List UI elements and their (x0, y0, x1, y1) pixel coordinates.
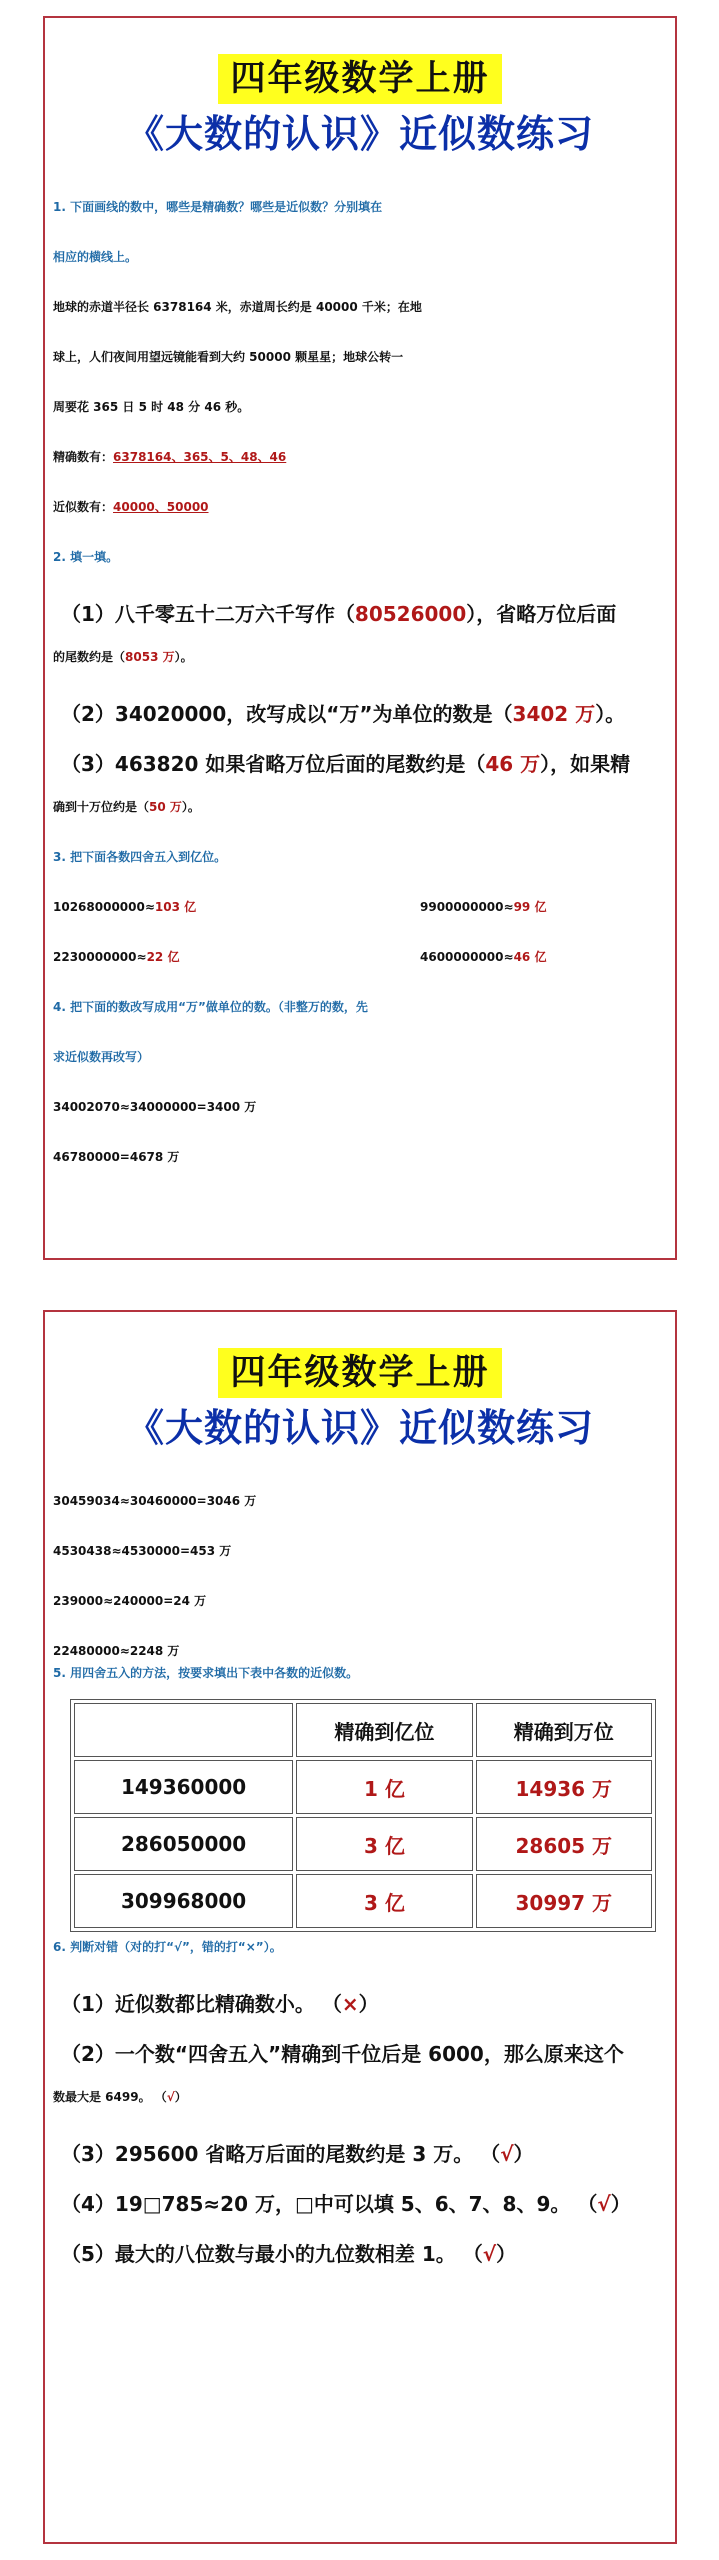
judge-mark: √ (500, 2142, 514, 2166)
table-row (74, 1874, 652, 1928)
q1-text-1: 地球的赤道半径长 6378164 米，赤道周长约是 40000 千米；在地 (53, 300, 422, 314)
table-cell-yi: 1 亿 (296, 1760, 472, 1814)
q3-answer: 46 亿 (513, 950, 547, 964)
judge-mark: √ (597, 2192, 611, 2216)
title-block (45, 18, 675, 162)
q4-item: 239000≈240000=24 万 (53, 1594, 207, 1608)
table-header-cell: 精确到亿位 (296, 1703, 472, 1757)
judge-item-3 (61, 2138, 667, 2167)
judge-item-2-line2 (53, 2088, 667, 2105)
q2c-line1 (61, 748, 667, 777)
approximation-table (70, 1699, 656, 1932)
table-header-row (74, 1703, 652, 1757)
q5-heading: 5. 用四舍五入的方法，按要求填出下表中各数的近似数。 (53, 1666, 359, 1680)
q2a-text: ）。 (174, 650, 193, 664)
judge-text: ） (496, 2242, 517, 2266)
q2a-line1 (61, 598, 667, 627)
q2b-text: ）。 (595, 702, 626, 726)
q3-answer: 99 亿 (513, 900, 547, 914)
q3-row-1 (53, 898, 667, 915)
table-cell-number: 286050000 (74, 1817, 293, 1871)
judge-text: ） (174, 2090, 187, 2104)
q3-expr: 2230000000≈ (53, 950, 147, 964)
table-cell-yi: 3 亿 (296, 1874, 472, 1928)
table-cell-number: 309968000 (74, 1874, 293, 1928)
worksheet-page-1 (43, 16, 677, 1260)
q2a-answer-2: 8053 万 (125, 650, 175, 664)
q2a-text: 的尾数约是（ (53, 650, 126, 664)
table-header-cell: 精确到万位 (476, 1703, 652, 1757)
q2b-answer: 3402 万 (512, 702, 596, 726)
table-cell-wan: 14936 万 (476, 1760, 652, 1814)
q2b-text: （2）34020000，改写成以“万”为单位的数是（ (61, 702, 513, 726)
q2c-answer-2: 50 万 (149, 800, 182, 814)
q1-text-2: 球上，人们夜间用望远镜能看到大约 50000 颗星星；地球公转一 (53, 350, 404, 364)
worksheet-page-2 (43, 1310, 677, 2544)
q4-line1: 4. 把下面的数改写成用“万”做单位的数。（非整万的数，先 (53, 1000, 368, 1014)
judge-text: ） (358, 1992, 379, 2016)
title-block (45, 1312, 675, 1456)
judge-item-4 (61, 2188, 667, 2217)
q4-item: 22480000≈2248 万 (53, 1644, 180, 1658)
q4-line2: 求近似数再改写） (53, 1050, 150, 1064)
judge-item-5 (61, 2238, 667, 2267)
table-cell-wan: 30997 万 (476, 1874, 652, 1928)
q2b-line (61, 698, 667, 727)
q1-line2: 相应的横线上。 (53, 250, 138, 264)
q2c-text: ），如果精 (540, 752, 631, 776)
judge-item-2-line1: （2）一个数“四舍五入”精确到千位后是 6000，那么原来这个 (61, 2042, 624, 2066)
q3-answer: 22 亿 (146, 950, 180, 964)
judge-text: （4）19□785≈20 万，□中可以填 5、6、7、8、9。 （ (61, 2192, 598, 2216)
q3-heading: 3. 把下面各数四舍五入到亿位。 (53, 850, 227, 864)
judge-text: ） (513, 2142, 534, 2166)
exact-answer: 6378164、365、5、48、46 (113, 450, 287, 464)
judge-mark: √ (166, 2090, 175, 2104)
q2c-line2 (53, 798, 667, 815)
table-row (74, 1760, 652, 1814)
table-cell-number: 149360000 (74, 1760, 293, 1814)
q6-heading: 6. 判断对错（对的打“√”，错的打“×”）。 (53, 1940, 282, 1954)
q3-row-2 (53, 948, 667, 965)
q3-expr: 4600000000≈ (420, 950, 514, 964)
q1-exact-row (53, 448, 667, 465)
title-sub: 《大数的认识》近似数练习 (125, 1405, 594, 1450)
q2a-text: （1）八千零五十二万六千写作（ (61, 602, 355, 626)
q2a-text: ），省略万位后面 (466, 602, 617, 626)
approx-label: 近似数有： (53, 500, 114, 514)
title-main: 四年级数学上册 (218, 54, 501, 104)
q1-line1: 1. 下面画线的数中，哪些是精确数？哪些是近似数？分别填在 (53, 200, 383, 214)
q2c-text: ）。 (181, 800, 200, 814)
q4-item: 30459034≈30460000=3046 万 (53, 1494, 257, 1508)
q4-item: 34002070≈34000000=3400 万 (53, 1100, 257, 1114)
judge-text: （3）295600 省略万后面的尾数约是 3 万。 （ (61, 2142, 501, 2166)
q2a-line2 (53, 648, 667, 665)
q1-approx-row (53, 498, 667, 515)
judge-item-1 (61, 1988, 667, 2017)
q2c-text: 确到十万位约是（ (53, 800, 150, 814)
judge-text: 数最大是 6499。 （ (53, 2090, 167, 2104)
q2a-answer-1: 80526000 (354, 602, 467, 626)
judge-mark: × (341, 1992, 359, 2016)
q2c-text: （3）463820 如果省略万位后面的尾数约是（ (61, 752, 486, 776)
judge-text: （5）最大的八位数与最小的九位数相差 1。 （ (61, 2242, 483, 2266)
q3-answer: 103 亿 (154, 900, 197, 914)
table-cell-wan: 28605 万 (476, 1817, 652, 1871)
table-row (74, 1817, 652, 1871)
q1-text-3: 周要花 365 日 5 时 48 分 46 秒。 (53, 400, 250, 414)
title-main: 四年级数学上册 (218, 1348, 501, 1398)
q2-heading: 2. 填一填。 (53, 550, 119, 564)
approx-answer: 40000、50000 (113, 500, 209, 514)
table-cell-yi: 3 亿 (296, 1817, 472, 1871)
exact-label: 精确数有： (53, 450, 114, 464)
title-sub: 《大数的认识》近似数练习 (125, 111, 594, 156)
table-header-cell (74, 1703, 293, 1757)
q3-expr: 10268000000≈ (53, 900, 155, 914)
q4-item: 4530438≈4530000=453 万 (53, 1544, 232, 1558)
q2c-answer-1: 46 万 (485, 752, 541, 776)
judge-text: （1）近似数都比精确数小。 （ (61, 1992, 342, 2016)
q3-expr: 9900000000≈ (420, 900, 514, 914)
judge-text: ） (610, 2192, 631, 2216)
judge-mark: √ (482, 2242, 497, 2266)
q4-item: 46780000=4678 万 (53, 1150, 180, 1164)
